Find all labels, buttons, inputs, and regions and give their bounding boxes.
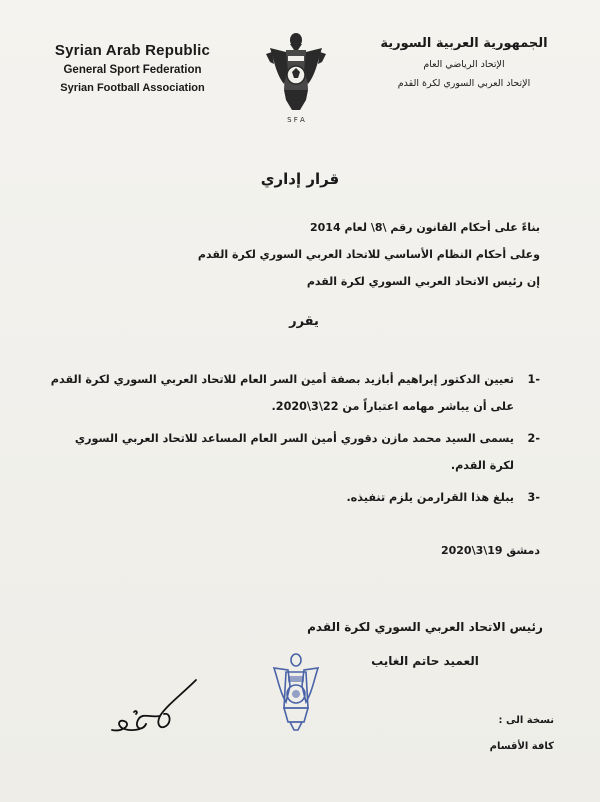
english-letterhead xyxy=(40,42,225,94)
item-number: -3 xyxy=(527,491,540,504)
letterhead-federation: General Sport Federation xyxy=(63,64,202,76)
copy-to xyxy=(490,708,554,760)
letterhead-federation-ar: الإتحاد الرياضي العام xyxy=(423,59,505,70)
item-text: يسمى السيد محمد مازن دقوري أمين السر العام المساعد للاتحاد العربي السوري لكرة القدم. xyxy=(74,432,514,472)
letterhead-country: Syrian Arab Republic xyxy=(54,42,211,59)
letterhead-association-ar: الإتحاد العربي السوري لكرة القدم xyxy=(397,78,531,89)
letterhead-country-ar: الجمهورية العربية السورية xyxy=(380,36,548,51)
item-number: -1 xyxy=(527,373,540,386)
signatory-title: رئيس الاتحاد العربي السوري لكرة القدم xyxy=(307,620,543,634)
signatory-name: العميد حاتم الغايب xyxy=(371,654,479,668)
preamble-line: إن رئيس الاتحاد العربي السوري لكرة القدم xyxy=(306,275,540,288)
letterhead-association: Syrian Football Association xyxy=(60,82,205,94)
item-text: تعيين الدكتور إبراهيم أبازيد بصفة أمين السر العام للاتحاد العربي السوري لكرة القدم على أن يباشر مهامه اعتباراً من 22\3\2020. xyxy=(50,373,514,413)
date-line: دمشق 19\3\2020 xyxy=(440,544,540,557)
decision-item xyxy=(50,366,540,420)
copy-to-recipient: كافة الأقسام xyxy=(489,741,554,752)
document-title: قرار إداري xyxy=(260,170,340,188)
item-number: -2 xyxy=(527,432,540,445)
decision-item xyxy=(50,425,540,479)
item-text: يبلغ هذا القرارمن يلزم تنفيذه. xyxy=(346,491,514,504)
handwritten-signature xyxy=(86,672,226,742)
arabic-letterhead xyxy=(364,36,564,89)
eagle-emblem-icon xyxy=(262,30,330,126)
decision-item xyxy=(50,484,540,511)
decides-heading: يقرر xyxy=(289,314,319,329)
decision-items xyxy=(50,366,540,511)
preamble-line: بناءً على أحكام القانون رقم \8\ لعام 2014 xyxy=(310,221,540,234)
signatory-block xyxy=(290,610,560,678)
copy-to-label: نسخة الى : xyxy=(498,715,554,726)
svg-text:S F A: S F A xyxy=(287,116,305,124)
blue-seal-icon xyxy=(264,650,328,734)
preamble xyxy=(140,214,540,295)
preamble-line: وعلى أحكام النظام الأساسي للاتحاد العربي السوري لكرة القدم xyxy=(197,248,540,261)
